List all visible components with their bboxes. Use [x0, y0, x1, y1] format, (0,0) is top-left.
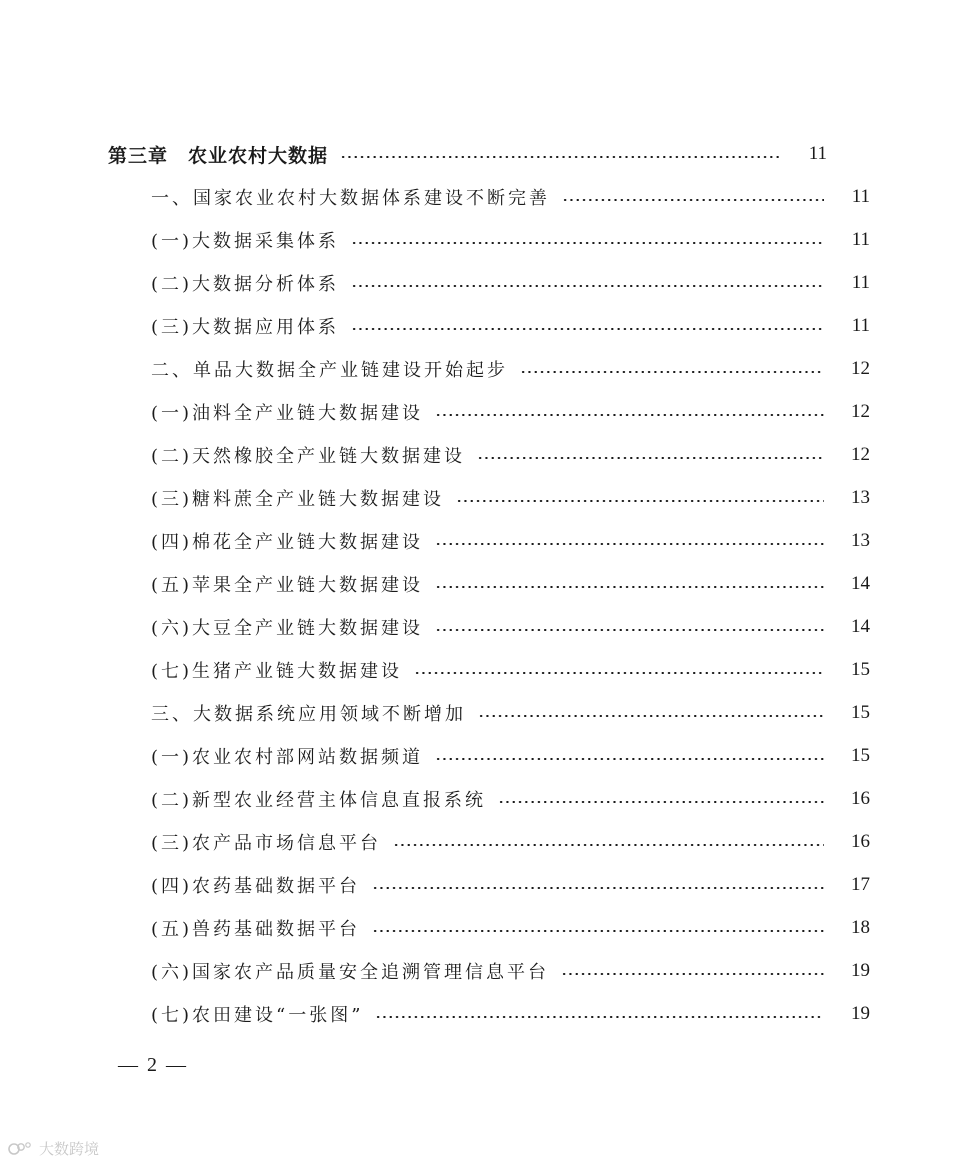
toc-entry-subsection[interactable] — [0, 435, 977, 475]
toc-entry-label: (一)大数据采集体系 — [151, 231, 340, 252]
toc-entry-subsection[interactable] — [0, 306, 977, 346]
toc-entry-section[interactable] — [0, 349, 977, 389]
dot-leader — [498, 801, 824, 803]
toc-entry-label: 二、单品大数据全产业链建设开始起步 — [151, 360, 508, 381]
toc-entry-subsection[interactable] — [0, 607, 977, 647]
dot-leader — [414, 672, 824, 674]
toc-entry-label: (五)苹果全产业链大数据建设 — [151, 575, 424, 596]
watermark-text: 大数跨境 — [39, 1140, 100, 1158]
toc-page-number: 17 — [851, 874, 870, 895]
toc-page-number: 11 — [851, 272, 870, 293]
toc-entry-subsection[interactable] — [0, 951, 977, 991]
dot-leader — [435, 758, 824, 760]
toc-entry-subsection[interactable] — [0, 564, 977, 604]
toc-entry-label: (七)生猪产业链大数据建设 — [151, 661, 403, 682]
toc-entry-subsection[interactable] — [0, 392, 977, 432]
toc-page-number: 18 — [851, 917, 870, 938]
toc-page-number: 19 — [851, 1003, 870, 1024]
toc-entry-label: 三、大数据系统应用领域不断增加 — [151, 704, 466, 725]
toc-page-number: 16 — [851, 788, 870, 809]
toc-entry-subsection[interactable] — [0, 521, 977, 561]
dot-leader — [478, 715, 824, 717]
watermark — [8, 1138, 99, 1159]
toc-entry-subsection[interactable] — [0, 650, 977, 690]
toc-page-number: 13 — [851, 487, 870, 508]
dot-leader — [340, 156, 781, 158]
dot-leader — [435, 629, 824, 631]
toc-entry-label: 一、国家农业农村大数据体系建设不断完善 — [151, 188, 550, 209]
toc-page-number: 13 — [851, 530, 870, 551]
toc-entry-label: (四)棉花全产业链大数据建设 — [151, 532, 424, 553]
toc-entry-label: (三)糖料蔗全产业链大数据建设 — [151, 489, 445, 510]
toc-entry-subsection[interactable] — [0, 994, 977, 1034]
toc-page-number: 11 — [851, 186, 870, 207]
watermark-logo-icon — [8, 1140, 34, 1158]
dot-leader — [351, 242, 824, 244]
toc-page-number: 12 — [851, 358, 870, 379]
toc-entry-section[interactable] — [0, 693, 977, 733]
toc-page-number: 11 — [851, 229, 870, 250]
dot-leader — [561, 973, 824, 975]
toc-page-number: 12 — [851, 401, 870, 422]
dot-leader — [435, 543, 824, 545]
toc-page-number: 15 — [851, 659, 870, 680]
toc-entry-label: (二)新型农业经营主体信息直报系统 — [151, 790, 487, 811]
dot-leader — [372, 887, 824, 889]
toc-entry-label: (四)农药基础数据平台 — [151, 876, 361, 897]
page-footer-number: — 2 — — [118, 1054, 188, 1076]
toc-entry-label: (六)大豆全产业链大数据建设 — [151, 618, 424, 639]
toc-entry-label: (一)农业农村部网站数据频道 — [151, 747, 424, 768]
toc-entry-label: 第三章 农业农村大数据 — [108, 144, 329, 167]
toc-entry-section[interactable] — [0, 177, 977, 217]
toc-entry-label: (三)大数据应用体系 — [151, 317, 340, 338]
toc-entry-subsection[interactable] — [0, 220, 977, 260]
dot-leader — [435, 586, 824, 588]
toc-entry-subsection[interactable] — [0, 736, 977, 776]
dot-leader — [351, 285, 824, 287]
toc-entry-subsection[interactable] — [0, 263, 977, 303]
toc-page-number: 14 — [851, 616, 870, 637]
toc-entry-subsection[interactable] — [0, 478, 977, 518]
toc-entry-label: (七)农田建设“一张图” — [151, 1005, 364, 1026]
toc-entry-label: (五)兽药基础数据平台 — [151, 919, 361, 940]
toc-entry-subsection[interactable] — [0, 908, 977, 948]
toc-entry-label: (二)大数据分析体系 — [151, 274, 340, 295]
toc-entry-label: (三)农产品市场信息平台 — [151, 833, 382, 854]
toc-entry-subsection[interactable] — [0, 865, 977, 905]
dot-leader — [520, 371, 824, 373]
dot-leader — [351, 328, 824, 330]
toc-entry-label: (一)油料全产业链大数据建设 — [151, 403, 424, 424]
toc-entry-subsection[interactable] — [0, 822, 977, 862]
dot-leader — [393, 844, 824, 846]
toc-page-number: 15 — [851, 745, 870, 766]
toc-page-number: 15 — [851, 702, 870, 723]
dot-leader — [456, 500, 824, 502]
toc-entry-subsection[interactable] — [0, 779, 977, 819]
toc-page-number: 12 — [851, 444, 870, 465]
toc-page-number: 11 — [808, 143, 827, 164]
toc-entry-label: (二)天然橡胶全产业链大数据建设 — [151, 446, 466, 467]
toc-page-number: 19 — [851, 960, 870, 981]
toc-entry-label: (六)国家农产品质量安全追溯管理信息平台 — [151, 962, 550, 983]
dot-leader — [562, 199, 824, 201]
toc-page-number: 16 — [851, 831, 870, 852]
toc-entry-chapter[interactable] — [0, 134, 934, 174]
dot-leader — [372, 930, 824, 932]
toc-page-number: 11 — [851, 315, 870, 336]
dot-leader — [375, 1016, 824, 1018]
toc-page-number: 14 — [851, 573, 870, 594]
dot-leader — [435, 414, 824, 416]
dot-leader — [477, 457, 824, 459]
